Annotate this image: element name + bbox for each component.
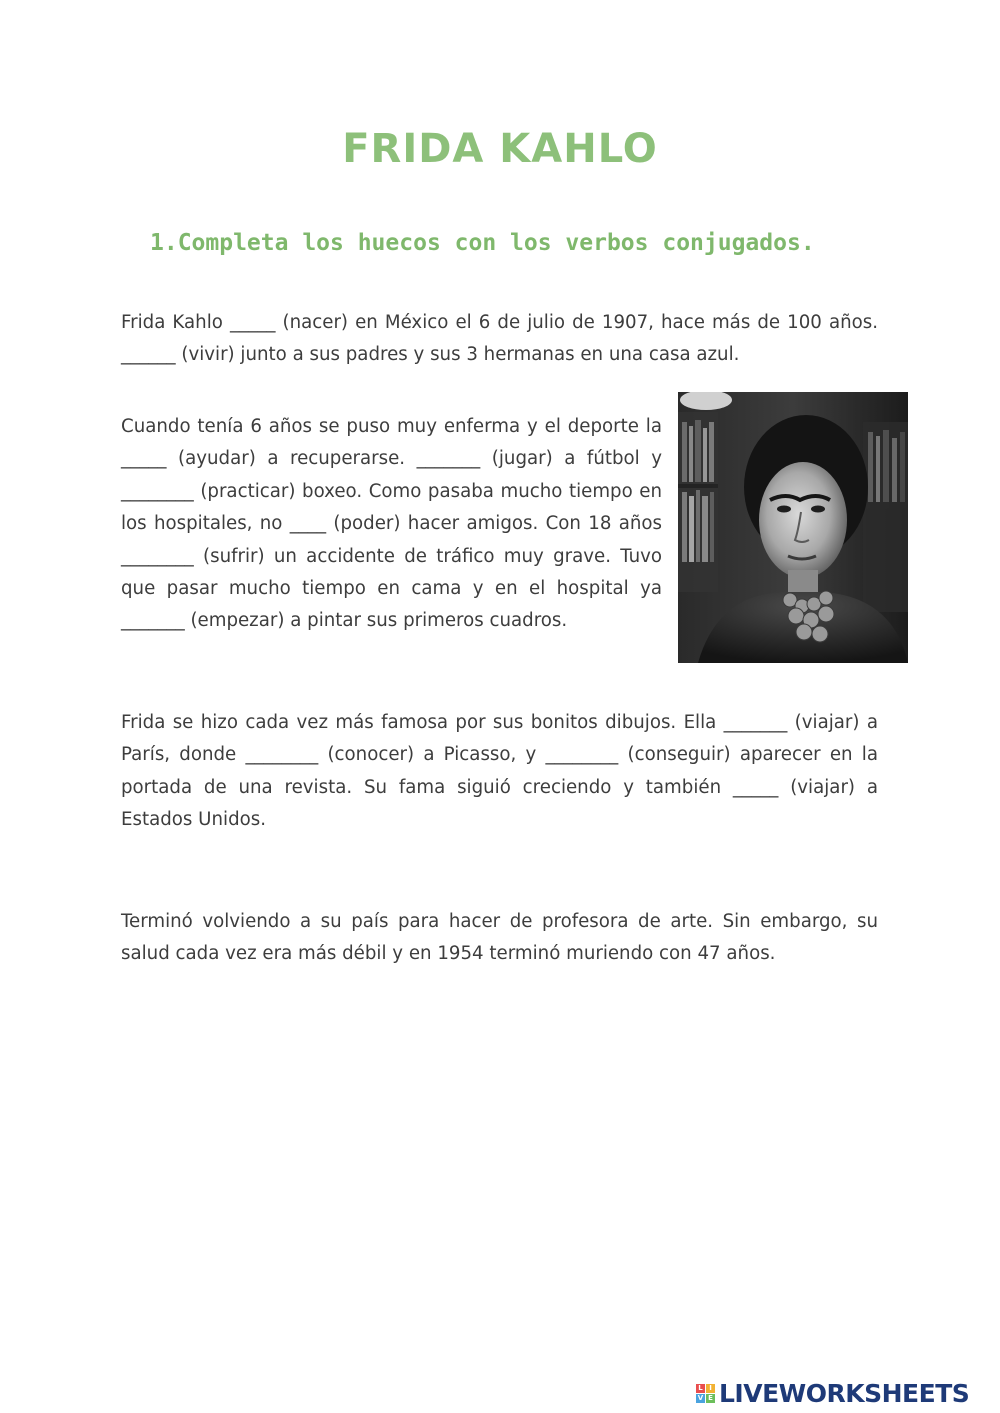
- frida-kahlo-portrait-photo: [678, 392, 908, 663]
- paragraph-fame: Frida se hizo cada vez más famosa por sus bonitos dibujos. Ella _______ (viajar) a París, donde ________ (conocer) a Picasso, y ________ (conseguir) aparecer en la portada de una revista. Su fama siguió creciendo y también _____ (viajar) a Estados Unidos.: [121, 712, 878, 831]
- liveworksheets-logo[interactable]: [696, 1377, 969, 1409]
- exercise-instruction: 1.Completa los huecos con los verbos conjugados.: [150, 230, 815, 256]
- worksheet-title: FRIDA KAHLO: [342, 126, 658, 172]
- paragraph-birth: Frida Kahlo _____ (nacer) en México el 6 de julio de 1907, hace más de 100 años. ______ (vivir) junto a sus padres y sus 3 hermanas en una casa azul.: [121, 312, 878, 366]
- paragraph-childhood: Cuando tenía 6 años se puso muy enferma y el deporte la _____ (ayudar) a recuperarse. _______ (jugar) a fútbol y ________ (practicar) boxeo. Como pasaba mucho tiempo en los hospitales, no ____ (poder) hacer amigos. Con 18 años ________ (sufrir) un accidente de tráfico muy grave. Tuvo que pasar mucho tiempo en cama y en el hospital ya _______ (empezar) a pintar sus primeros cuadros.: [121, 416, 662, 632]
- liveworksheets-badge-icon: L I V E: [696, 1384, 715, 1403]
- paragraph-later-life: Terminó volviendo a su país para hacer de profesora de arte. Sin embargo, su salud cada vez era más débil y en 1954 terminó muriendo con 47 años.: [121, 911, 878, 965]
- liveworksheets-logo-text: LIVEWORKSHEETS: [719, 1378, 970, 1408]
